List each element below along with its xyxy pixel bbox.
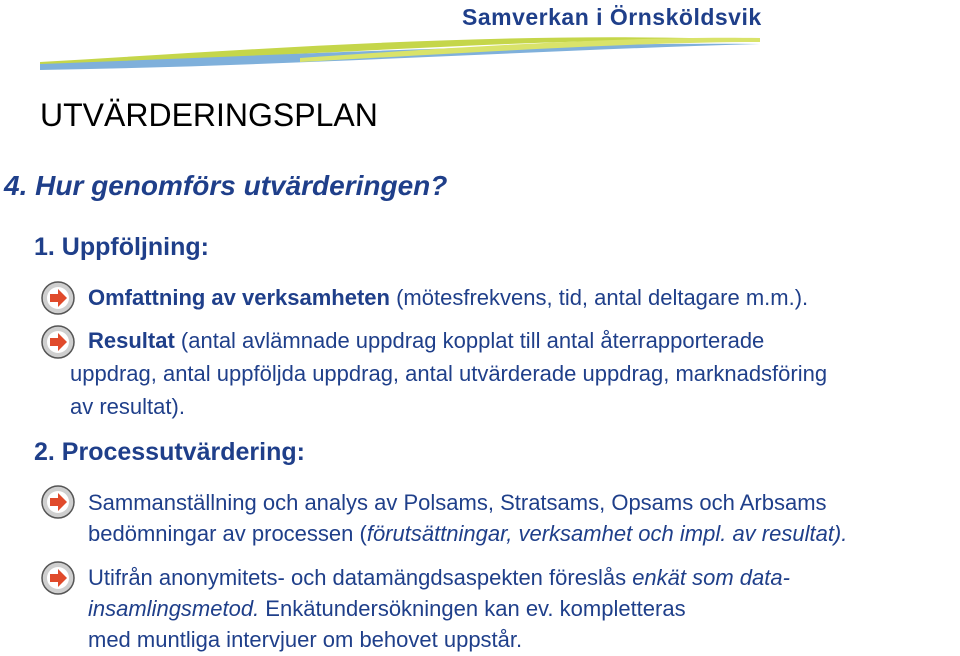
arrow-bullet-icon	[40, 280, 76, 316]
bullet-omfattning	[88, 281, 808, 314]
bullet-resultat-rest: (antal avlämnade uppdrag kopplat till antal återrapporterade	[174, 328, 765, 353]
section-heading: 4. Hur genomförs utvärderingen?	[4, 170, 448, 201]
arrow-bullet-icon	[40, 560, 76, 596]
bullet-sammanstallning-line2	[88, 517, 847, 550]
line2-italic: insamlingsmetod.	[88, 596, 260, 621]
bullet-sammanstallning: Sammanställning och analys av Polsams, Stratsams, Opsams och Arbsams	[88, 490, 827, 515]
bullet-utifran	[88, 561, 790, 594]
bullet-omfattning-rest: (mötesfrekvens, tid, antal deltagare m.m.).	[389, 285, 809, 310]
line1-italic: enkät som data-	[632, 565, 790, 590]
heading-uppfoljning: 1. Uppföljning:	[34, 233, 209, 261]
line2-plain: bedömningar av processen (	[88, 521, 367, 546]
logo: Samverkan i Örnsköldsvik	[462, 4, 762, 30]
bullet-resultat-bold: Resultat	[88, 328, 175, 353]
line1-plain: Utifrån anonymitets- och datamängdsaspekten föreslås	[88, 565, 633, 590]
bullet-utifran-line3: med muntliga intervjuer om behovet uppstår.	[88, 627, 523, 652]
arrow-bullet-icon	[40, 324, 76, 360]
bullet-resultat	[88, 324, 764, 357]
heading-processutvardering: 2. Processutvärdering:	[34, 438, 305, 466]
arrow-bullet-icon	[40, 484, 76, 520]
page-title: UTVÄRDERINGSPLAN	[40, 97, 378, 133]
bullet-utifran-line2	[88, 592, 686, 625]
bullet-resultat-line3: av resultat).	[70, 394, 185, 419]
bullet-resultat-line2: uppdrag, antal uppföljda uppdrag, antal utvärderade uppdrag, marknadsföring	[70, 361, 828, 386]
line2-plain: Enkätundersökningen kan ev. kompletteras	[259, 596, 686, 621]
bullet-omfattning-bold: Omfattning av verksamheten	[88, 285, 390, 310]
line2-italic: förutsättningar, verksamhet och impl. av resultat).	[366, 521, 848, 546]
